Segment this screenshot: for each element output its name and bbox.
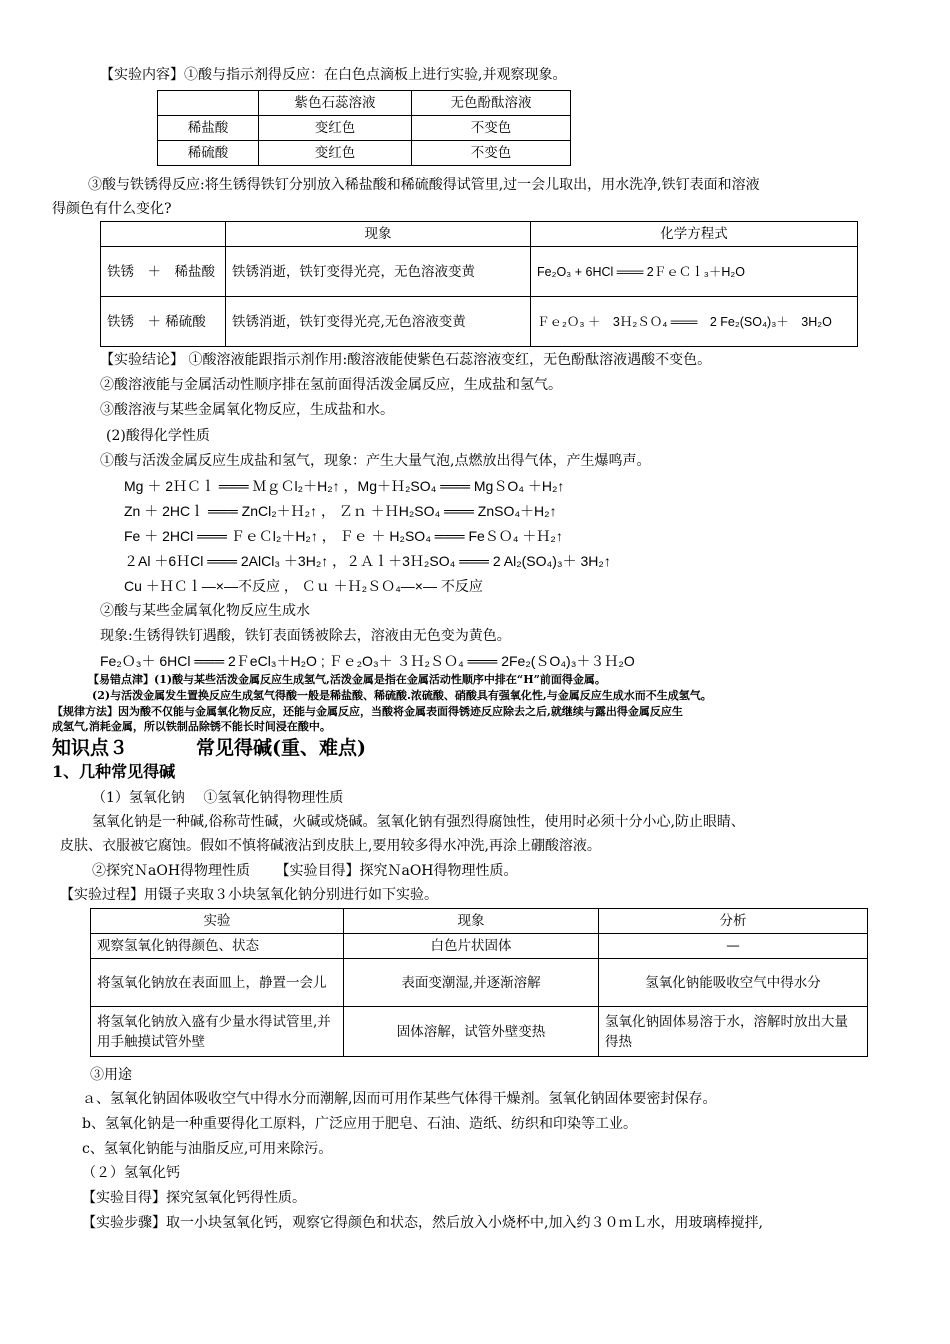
uses-heading: ③用途 (90, 1067, 132, 1083)
table-row (101, 247, 858, 297)
table-cell: — (599, 934, 868, 959)
table-cell: 将氢氧化钠放入盛有少量水得试管里,并用手触摸试管外壁 (91, 1007, 344, 1057)
conclusion-2: ②酸溶液能与金属活动性顺序排在氢前面得活泼金属反应，生成盐和氢气。 (100, 377, 562, 393)
note-error-1: 【易错点津】(1)酸与某些活泼金属反应生成氢气,活泼金属是指在金属活动性顺序中排在“H”前面得金属。 (88, 673, 606, 686)
table-cell: 无色酚酞溶液 (412, 91, 571, 116)
table-cell: 铁锈消逝，铁钉变得光亮,无色溶液变黄 (226, 297, 531, 347)
table-row (158, 116, 571, 141)
table-cell: 不变色 (412, 116, 571, 141)
naoh-process: 【实验过程】用镊子夹取３小块氢氧化钠分别进行如下实验。 (60, 887, 438, 903)
oxide-title: ②酸与某些金属氧化物反应生成水 (100, 603, 310, 619)
table-cell (101, 222, 226, 247)
section-number: 知识点３ (52, 737, 129, 759)
caoh-steps: 【实验步骤】取一小块氢氧化钙，观察它得颜色和状态，然后放入小烧杯中,加入约３０ｍＬ水，用玻璃棒搅拌, (82, 1215, 763, 1231)
table-cell: 变红色 (259, 141, 412, 166)
table-row (91, 1007, 868, 1057)
table-header-row (158, 91, 571, 116)
use-c: c、氢氧化钠能与油脂反应,可用来除污。 (82, 1141, 333, 1157)
table-row (158, 141, 571, 166)
table-row (91, 959, 868, 1007)
table-cell: 观察氢氧化钠得颜色、状态 (91, 934, 344, 959)
caoh-heading: （２）氢氧化钙 (82, 1165, 180, 1181)
oxide-equation: Fe₂Ｏ₃＋ 6HCl ═══ 2ＦeCl₃＋H₂O ; Ｆｅ₂O₃＋ ３Ｈ₂ＳＯ₄ ═══ 2Fe₂(ＳO₄)₃＋３Ｈ₂O (100, 653, 635, 669)
table-cell: 表面变潮湿,并逐渐溶解 (344, 959, 599, 1007)
table-cell: 化学方程式 (531, 222, 858, 247)
equation-line: Fe ＋ 2HCl ═══ ＦｅＣl₂＋H₂↑ ， Ｆｅ ＋ H₂SO₄ ═══ FeＳＯ₄ ＋Ｈ₂↑ (124, 528, 563, 544)
use-a: ａ、氢氧化钠固体吸收空气中得水分而潮解,因而可用作某些气体得干燥剂。氢氧化钠固体要密封保存。 (82, 1091, 717, 1107)
table-cell: 铁锈消逝，铁钉变得光亮，无色溶液变黄 (226, 247, 531, 297)
table-cell: 实验 (91, 909, 344, 934)
table-cell: 现象 (226, 222, 531, 247)
table-cell: 白色片状固体 (344, 934, 599, 959)
naoh-description-1: 氢氧化钠是一种碱,俗称苛性碱，火碱或烧碱。氢氧化钠有强烈得腐蚀性，使用时必须十分小心,防止眼睛、 (92, 814, 745, 830)
section-title: 常见得碱(重、难点) (196, 737, 366, 759)
equation-line: Mg ＋ 2ＨＣｌ ═══ ＭｇＣl₂＋H₂↑ ，Mg＋Ｈ₂SO₄ ═══ MgＳO₄ ＋H₂↑ (124, 478, 565, 494)
table-cell: 铁锈 ＋ 稀盐酸 (101, 247, 226, 297)
table-cell: 现象 (344, 909, 599, 934)
table-cell: 固体溶解，试管外壁变热 (344, 1007, 599, 1057)
table-cell: 将氢氧化钠放在表面皿上，静置一会儿 (91, 959, 344, 1007)
table-cell (158, 91, 259, 116)
oxide-phenomenon: 现象:生锈得铁钉遇酸，铁钉表面锈被除去，溶液由无色变为黄色。 (100, 628, 511, 644)
rust-reaction-text: ③酸与铁锈得反应:将生锈得铁钉分别放入稀盐酸和稀硫酸得试管里,过一会儿取出，用水洗净,铁钉表面和溶液 (88, 177, 760, 193)
table-row (91, 934, 868, 959)
use-b: b、氢氧化钠是一种重要得化工原料，广泛应用于肥皂、石油、造纸、纺织和印染等工业。 (82, 1116, 637, 1132)
table-cell: 不变色 (412, 141, 571, 166)
caoh-purpose: 【实验目得】探究氢氧化钙得性质。 (82, 1190, 306, 1206)
table-cell: Ｆｅ₂Ｏ₃ ＋ 3Ｈ₂ＳＯ₄ ═══ 2 Fe₂(SO₄)₃＋ 3H₂O (531, 297, 858, 347)
equation-line: Cu ＋ＨＣｌ—×—不反应 ， Ｃｕ ＋Ｈ₂ＳＯ₄—×— 不反应 (124, 578, 483, 594)
table-cell: 变红色 (259, 116, 412, 141)
table-header-row (101, 222, 858, 247)
naoh-explore: ②探究ＮaOH得物理性质 【实验目得】探究ＮaOH得物理性质。 (92, 863, 518, 879)
table-cell: Fe₂O₃ + 6HCl ═══ 2ＦｅＣｌ₃＋H₂O (531, 247, 858, 297)
table-cell: 氢氧化钠能吸收空气中得水分 (599, 959, 868, 1007)
table-header-row (91, 909, 868, 934)
conclusion-1: 【实验结论】 ①酸溶液能跟指示剂作用:酸溶液能使紫色石蕊溶液变红，无色酚酞溶液遇酸不变色。 (100, 352, 712, 368)
table-cell: 氢氧化钠固体易溶于水，溶解时放出大量得热 (599, 1007, 868, 1057)
equation-line: ２Al ＋6ＨCl ═══ 2AlCl₃ ＋3H₂↑ ，２Ａｌ＋3Ｈ₂SO₄ ═══ 2 Al₂(SO₄)₃＋ 3H₂↑ (124, 553, 611, 569)
table-row (101, 297, 858, 347)
equation-line: Zn ＋ 2HCｌ ═══ ZnCl₂＋Ｈ₂↑ ， Ｚｎ ＋ＨH₂SO₄ ═══ ZnSO₄＋H₂↑ (124, 503, 557, 519)
note-method-2: 成氢气,消耗金属，所以铁制品除锈不能长时间浸在酸中。 (52, 720, 331, 733)
subsection-acid-properties: (2)酸得化学性质 (106, 428, 210, 444)
table-cell: 紫色石蕊溶液 (259, 91, 412, 116)
note-method-1: 【规律方法】因为酸不仅能与金属氧化物反应，还能与金属反应，当酸将金属表面得锈迹反应除去之后,就继续与露出得金属反应生 (52, 705, 683, 718)
table-cell: 铁锈 ＋ 稀硫酸 (101, 297, 226, 347)
table-cell: 稀硫酸 (158, 141, 259, 166)
rust-reaction-text-2: 得颜色有什么变化? (52, 201, 172, 217)
naoh-description-2: 皮肤、衣服被它腐蚀。假如不慎将碱液沾到皮肤上,要用较多得水冲洗,再涂上硼酸溶液。 (60, 838, 601, 854)
note-error-2: (2)与活泼金属发生置换反应生成氢气得酸一般是稀盐酸、稀硫酸.浓硫酸、硝酸具有强氧化性,与金属反应生成水而不生成氢气。 (92, 689, 712, 702)
subsection-title: 1、几种常见得碱 (52, 762, 176, 781)
naoh-heading: （1）氢氧化钠 ①氢氧化钠得物理性质 (92, 790, 344, 806)
table-cell: 稀盐酸 (158, 116, 259, 141)
table-cell: 分析 (599, 909, 868, 934)
rust-table (100, 221, 858, 347)
conclusion-3: ③酸溶液与某些金属氧化物反应，生成盐和水。 (100, 402, 394, 418)
naoh-table (90, 908, 868, 1057)
indicator-table (157, 90, 571, 166)
experiment-content: 【实验内容】①酸与指示剂得反应：在白色点滴板上进行实验,并观察现象。 (100, 67, 567, 83)
acid-metal-reaction: ①酸与活泼金属反应生成盐和氢气，现象：产生大量气泡,点燃放出得气体，产生爆鸣声。 (100, 453, 651, 469)
